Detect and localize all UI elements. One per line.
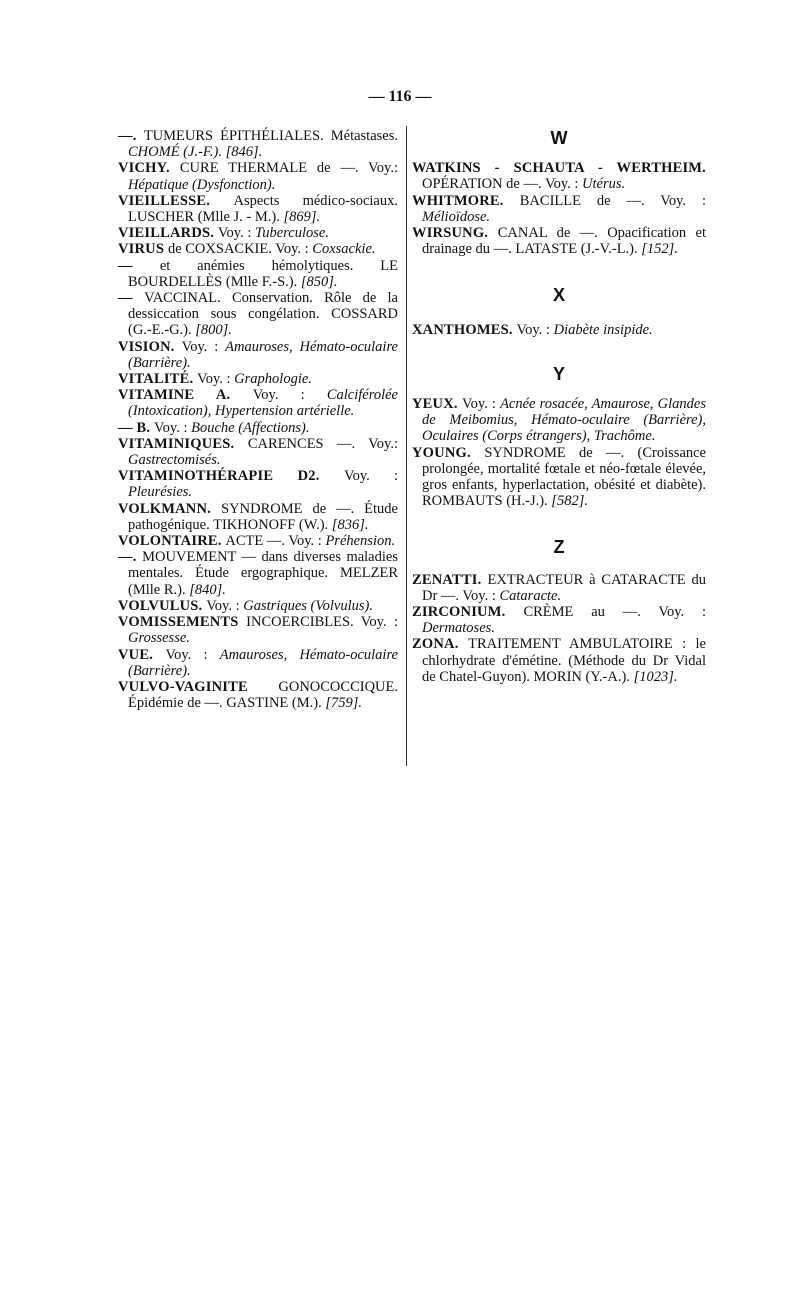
section-y (412, 396, 706, 509)
entry-reference: Cataracte. (499, 587, 562, 604)
entry-text: de COXSACKIE. Voy. : (167, 241, 313, 258)
entry-text: Voy. : (462, 396, 501, 413)
entry-heading: —. (118, 128, 144, 144)
section-z (412, 572, 706, 685)
index-entry (118, 128, 398, 160)
index-entry (412, 636, 706, 685)
entry-heading: VIRUS (118, 241, 168, 258)
entry-heading: VOMISSEMENTS (118, 614, 247, 631)
entry-reference: Mélioïdose. (422, 208, 491, 225)
entry-heading: — B. (118, 419, 155, 436)
entry-reference: Diabète insipide. (553, 321, 653, 338)
index-entry (118, 387, 398, 419)
index-entry (412, 445, 706, 510)
entry-text: ACTE —. Voy. : (225, 533, 326, 550)
entry-text: Voy. : (154, 419, 192, 436)
entry-heading: VICHY. (118, 160, 180, 177)
index-entry (118, 225, 398, 241)
entry-heading: VOLKMANN. (118, 500, 222, 517)
entry-text: INCOERCIBLES. Voy. : (246, 614, 398, 631)
index-entry (118, 241, 398, 257)
entry-heading: VOLVULUS. (118, 597, 207, 614)
entry-thesis-number: [840]. (189, 581, 226, 598)
section-letter-y: Y (552, 363, 565, 384)
entry-thesis-number: [152]. (641, 241, 678, 258)
index-entry (118, 614, 398, 646)
index-entry (118, 420, 398, 436)
entry-heading: VULVO-VAGINITE (118, 678, 279, 695)
index-entry (118, 501, 398, 533)
entry-reference: Utérus. (582, 176, 626, 193)
entry-text: BACILLE de —. Voy. : (519, 192, 707, 209)
entry-text: CURE THERMALE de —. Voy.: (179, 160, 398, 177)
index-entry (412, 572, 706, 604)
entry-reference: Bouche (Affections). (191, 419, 310, 436)
page-number: — 116 — (368, 88, 432, 105)
entry-text: Voy. : (516, 321, 554, 338)
entry-text: Voy. : (197, 371, 235, 388)
entry-reference: Coxsackie. (312, 241, 376, 258)
index-entry (118, 160, 398, 192)
entry-heading: VITALITÉ. (118, 371, 198, 388)
entry-thesis-number: [759]. (325, 695, 362, 712)
entry-reference: Gastrectomisés. (128, 452, 221, 469)
index-entry (118, 258, 398, 290)
entry-thesis-number: [1023]. (633, 668, 678, 685)
index-entry (118, 598, 398, 614)
entry-text: Voy. : (165, 646, 220, 663)
entry-heading: ZONA. (412, 636, 469, 653)
entry-text: TUMEURS ÉPITHÉLIALES. Métastases. (143, 128, 398, 144)
entry-reference: CHOMÉ (J.-F.). (128, 144, 226, 161)
entry-text: Voy. : (343, 468, 398, 485)
entry-heading: YOUNG. (412, 444, 485, 461)
index-entry (118, 290, 398, 339)
entry-text: TRAITEMENT AMBULATOIRE : le chlorhydrate d'émétine. (Méthode du Dr Vidal de Chatel-Guyon). MORIN (Y.-A.). (422, 636, 706, 685)
entry-text: GONOCOCCIQUE. Épidémie de —. GASTINE (M.). (128, 678, 398, 712)
right-column (412, 128, 706, 685)
index-entry (118, 371, 398, 387)
index-entry (118, 436, 398, 468)
entry-text: Voy. : (181, 338, 226, 355)
entry-reference: Préhension. (325, 533, 396, 550)
entry-text: Voy. : (252, 387, 327, 404)
entry-heading: VITAMINOTHÉRAPIE D2. (118, 468, 344, 485)
entry-text: VACCINAL. Conservation. Rôle de la dessiccation sous congélation. COSSARD (G.-E.-G.). (128, 290, 398, 339)
entry-text: CARENCES —. Voy.: (247, 435, 398, 452)
entry-heading: WHITMORE. (412, 192, 520, 209)
entry-heading: VIEILLARDS. (118, 225, 218, 242)
entry-text: Voy. : (217, 225, 255, 242)
index-entry (118, 647, 398, 679)
entry-reference: Amauroses, Hémato-oculaire (Barrière). (128, 646, 398, 679)
left-column (118, 128, 398, 711)
entry-heading: — (118, 257, 160, 274)
entry-reference: Hépatique (Dysfonction). (128, 176, 276, 193)
entry-text: et anémies hémolytiques. LE BOURDELLÈS (Mlle F.-S.). (128, 257, 398, 290)
index-entry (118, 533, 398, 549)
entry-text: OPÉRATION de —. Voy. : (422, 176, 583, 193)
index-entry (118, 549, 398, 598)
section-letter-z: Z (553, 537, 565, 558)
entry-heading: WIRSUNG. (412, 225, 498, 242)
entry-heading: XANTHOMES. (412, 321, 517, 338)
section-w (412, 160, 706, 257)
column-divider (406, 126, 407, 766)
entry-heading: ZENATTI. (412, 571, 488, 588)
entry-heading: VITAMINE A. (118, 387, 253, 404)
index-entry (412, 396, 706, 445)
entry-heading: VISION. (118, 338, 182, 355)
entry-text: MOUVEMENT — dans diverses maladies mentales. Étude ergographique. MELZER (Mlle R.). (128, 549, 398, 598)
entry-thesis-number: [836]. (331, 516, 369, 533)
entry-heading: YEUX. (412, 396, 463, 413)
index-entry (412, 160, 706, 192)
index-entry (412, 322, 706, 338)
index-entry (412, 225, 706, 257)
entry-reference: Acnée rosacée, Amaurose, Glandes de Meibomius, Hémato-oculaire (Barrière), Oculaires (Corps étrangers), Trachôme. (422, 396, 706, 445)
entry-heading: — (118, 290, 145, 307)
entry-thesis-number: [846]. (225, 144, 263, 161)
entry-reference: Calciférolée (Intoxication), Hypertension artérielle. (128, 387, 398, 420)
entry-reference: Pleurésies. (128, 484, 193, 501)
entry-text: Voy. : (206, 597, 244, 614)
entry-text: Aspects médico-sociaux. LUSCHER (Mlle J. - M.). (128, 192, 398, 226)
entry-thesis-number: [869]. (283, 209, 321, 226)
entry-reference: Amauroses, Hémato-oculaire (Barrière). (128, 338, 398, 371)
section-x (412, 322, 706, 338)
index-entry (118, 339, 398, 371)
entry-heading: VUE. (118, 646, 166, 663)
entry-text: SYNDROME de —. (Croissance prolongée, mortalité fœtale et néo-fœtale élevée, gros enfants, hyperlactation, obésité et diabète). ROMBAUTS (H.-J.). (422, 444, 706, 510)
entry-heading: VOLONTAIRE. (118, 533, 226, 550)
entry-heading: VIEILLESSE. (118, 192, 234, 209)
entry-heading: WATKINS - SCHAUTA - WERTHEIM. (412, 160, 706, 177)
entry-reference: Dermatoses. (422, 620, 495, 637)
entry-reference: Tuberculose. (254, 225, 329, 242)
entry-reference: Grossesse. (128, 630, 190, 647)
index-entry (412, 193, 706, 225)
index-entry (118, 679, 398, 711)
entry-reference: Gastriques (Volvulus). (243, 597, 373, 614)
entry-heading: —. (118, 549, 143, 566)
entry-thesis-number: [850]. (300, 273, 338, 290)
entry-thesis-number: [582]. (551, 493, 588, 510)
section-letter-x: X (552, 285, 565, 306)
index-entry (412, 604, 706, 636)
entry-text: EXTRACTEUR à CATARACTE du Dr —. Voy. : (422, 571, 707, 604)
entry-heading: VITAMINIQUES. (118, 435, 248, 452)
entry-reference: Graphologie. (234, 371, 312, 388)
section-letter-w: W (550, 128, 568, 148)
index-entry (118, 468, 398, 500)
entry-text: CRÈME au —. Voy. : (523, 604, 706, 621)
entry-text: CANAL de —. Opacification et drainage du —. LATASTE (J.-V.-L.). (422, 225, 706, 258)
entry-heading: ZIRCONIUM. (412, 604, 524, 621)
index-entry (118, 193, 398, 225)
entry-thesis-number: [800]. (195, 322, 232, 339)
entry-text: SYNDROME de —. Étude pathogénique. TIKHONOFF (W.). (128, 500, 398, 533)
